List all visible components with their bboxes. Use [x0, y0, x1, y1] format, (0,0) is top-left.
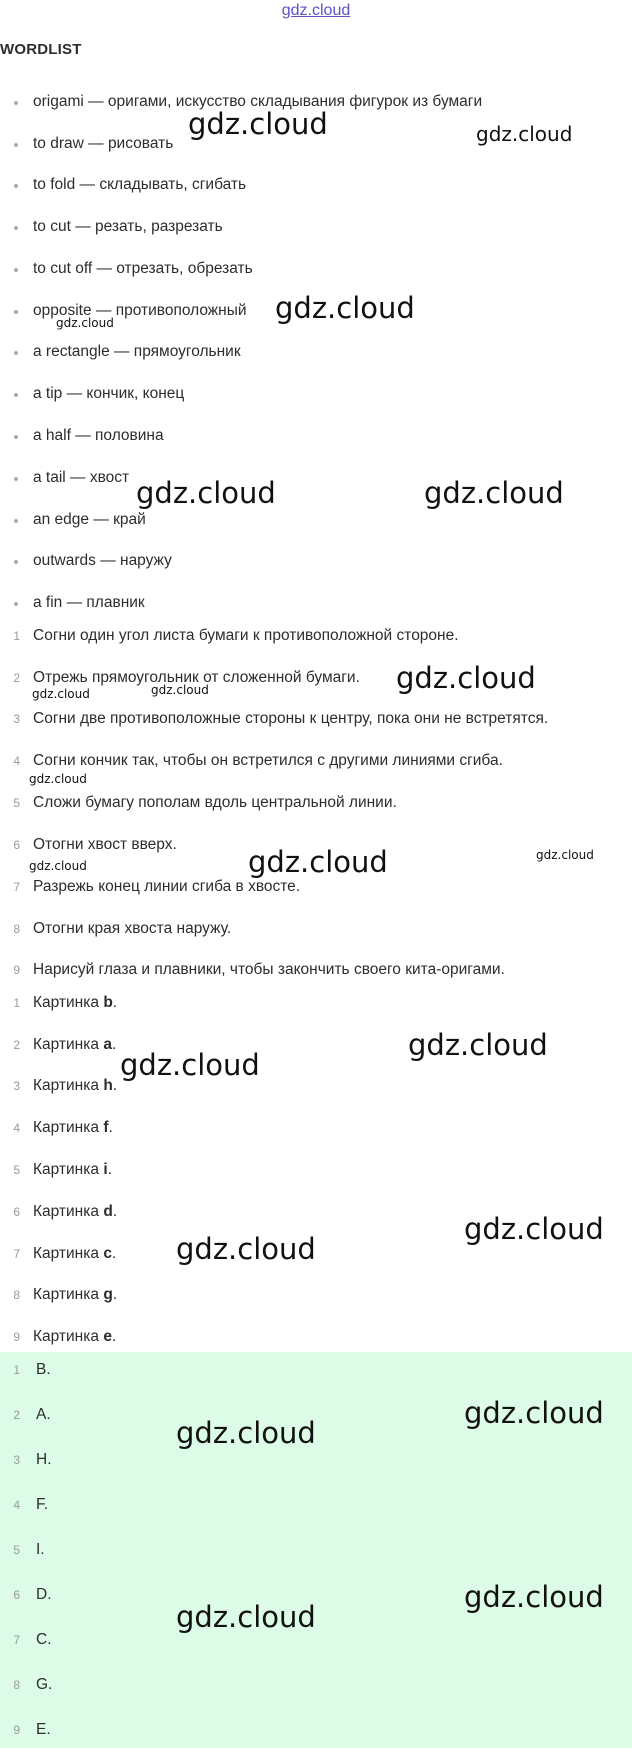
bullet-icon	[14, 560, 18, 564]
answer-item: 3 H.	[13, 1451, 52, 1468]
watermark: gdz.cloud	[188, 107, 328, 141]
watermark: gdz.cloud	[136, 476, 276, 510]
wordlist-item: to draw — рисовать	[0, 132, 632, 156]
watermark: gdz.cloud	[408, 1028, 548, 1062]
bullet-icon	[14, 310, 18, 314]
watermark: gdz.cloud	[536, 848, 594, 862]
wordlist-item: to cut off — отрезать, обрезать	[0, 257, 632, 281]
watermark: gdz.cloud	[151, 683, 209, 697]
watermark: gdz.cloud	[176, 1416, 316, 1450]
watermark: gdz.cloud	[176, 1232, 316, 1266]
picture-item: 6 Картинка d.	[13, 1203, 118, 1220]
watermark: gdz.cloud	[248, 845, 388, 879]
instruction-item: 9 Нарисуй глаза и плавники, чтобы закончить своего кита-оригами.	[13, 961, 505, 978]
bullet-icon	[14, 268, 18, 272]
picture-item: 4 Картинка f.	[13, 1119, 113, 1136]
picture-item: 7 Картинка c.	[13, 1245, 117, 1262]
wordlist-item: a rectangle — прямоугольник	[0, 340, 632, 364]
wordlist-item: an edge — край	[0, 508, 632, 532]
bullet-icon	[14, 143, 18, 147]
watermark: gdz.cloud	[464, 1396, 604, 1430]
picture-item: 3 Картинка h.	[13, 1077, 118, 1094]
answer-item: 4 F.	[13, 1496, 49, 1513]
watermark: gdz.cloud	[56, 316, 114, 330]
watermark: gdz.cloud	[176, 1600, 316, 1634]
instruction-item: 7 Разрежь конец линии сгиба в хвосте.	[13, 878, 301, 895]
bullet-icon	[14, 477, 18, 481]
watermark: gdz.cloud	[275, 291, 415, 325]
instruction-item: 6 Отогни хвост вверх.	[13, 836, 177, 853]
wordlist-item: a tip — кончик, конец	[0, 382, 632, 406]
instruction-item: 3 Согни две противоположные стороны к центру, пока они не встретятся.	[13, 710, 549, 727]
answer-item: 1 B.	[13, 1361, 51, 1378]
picture-item: 5 Картинка i.	[13, 1161, 112, 1178]
wordlist-item: to cut — резать, разрезать	[0, 215, 632, 239]
bullet-icon	[14, 226, 18, 230]
top-link[interactable]: gdz.cloud	[281, 2, 351, 19]
watermark: gdz.cloud	[476, 122, 573, 146]
wordlist-item: to fold — складывать, сгибать	[0, 173, 632, 197]
wordlist-item: a half — половина	[0, 424, 632, 448]
instruction-item: 2 Отрежь прямоугольник от сложенной бумаги.	[13, 669, 360, 686]
answer-item: 8 G.	[13, 1676, 53, 1693]
bullet-icon	[14, 435, 18, 439]
answer-item: 6 D.	[13, 1586, 52, 1603]
watermark: gdz.cloud	[424, 476, 564, 510]
wordlist-item: a tail — хвост	[0, 466, 632, 490]
picture-item: 2 Картинка a.	[13, 1036, 117, 1053]
picture-item: 9 Картинка e.	[13, 1328, 117, 1345]
watermark: gdz.cloud	[29, 859, 87, 873]
bullet-icon	[14, 393, 18, 397]
watermark: gdz.cloud	[120, 1048, 260, 1082]
watermark: gdz.cloud	[29, 772, 87, 786]
wordlist-item: opposite — противоположный	[0, 299, 632, 323]
answer-item: 2 A.	[13, 1406, 51, 1423]
bullet-icon	[14, 184, 18, 188]
instruction-item: 4 Согни кончик так, чтобы он встретился с другими линиями сгиба.	[13, 752, 503, 769]
bullet-icon	[14, 519, 18, 523]
bullet-icon	[14, 602, 18, 606]
wordlist-item: origami — оригами, искусство складывания фигурок из бумаги	[0, 90, 632, 114]
wordlist-heading: WORDLIST	[0, 41, 82, 58]
bullet-icon	[14, 101, 18, 105]
wordlist-item: outwards — наружу	[0, 549, 632, 573]
picture-item: 1 Картинка b.	[13, 994, 118, 1011]
watermark: gdz.cloud	[464, 1212, 604, 1246]
instruction-item: 1 Согни один угол листа бумаги к противоположной стороне.	[13, 627, 459, 644]
watermark: gdz.cloud	[396, 661, 536, 695]
instruction-item: 8 Отогни края хвоста наружу.	[13, 920, 232, 937]
answer-item: 9 E.	[13, 1721, 51, 1738]
answer-item: 7 C.	[13, 1631, 52, 1648]
watermark: gdz.cloud	[32, 687, 90, 701]
answer-item: 5 I.	[13, 1541, 45, 1558]
bullet-icon	[14, 351, 18, 355]
instruction-item: 5 Сложи бумагу пополам вдоль центральной линии.	[13, 794, 397, 811]
wordlist-item: a fin — плавник	[0, 591, 632, 615]
watermark: gdz.cloud	[464, 1580, 604, 1614]
picture-item: 8 Картинка g.	[13, 1286, 118, 1303]
